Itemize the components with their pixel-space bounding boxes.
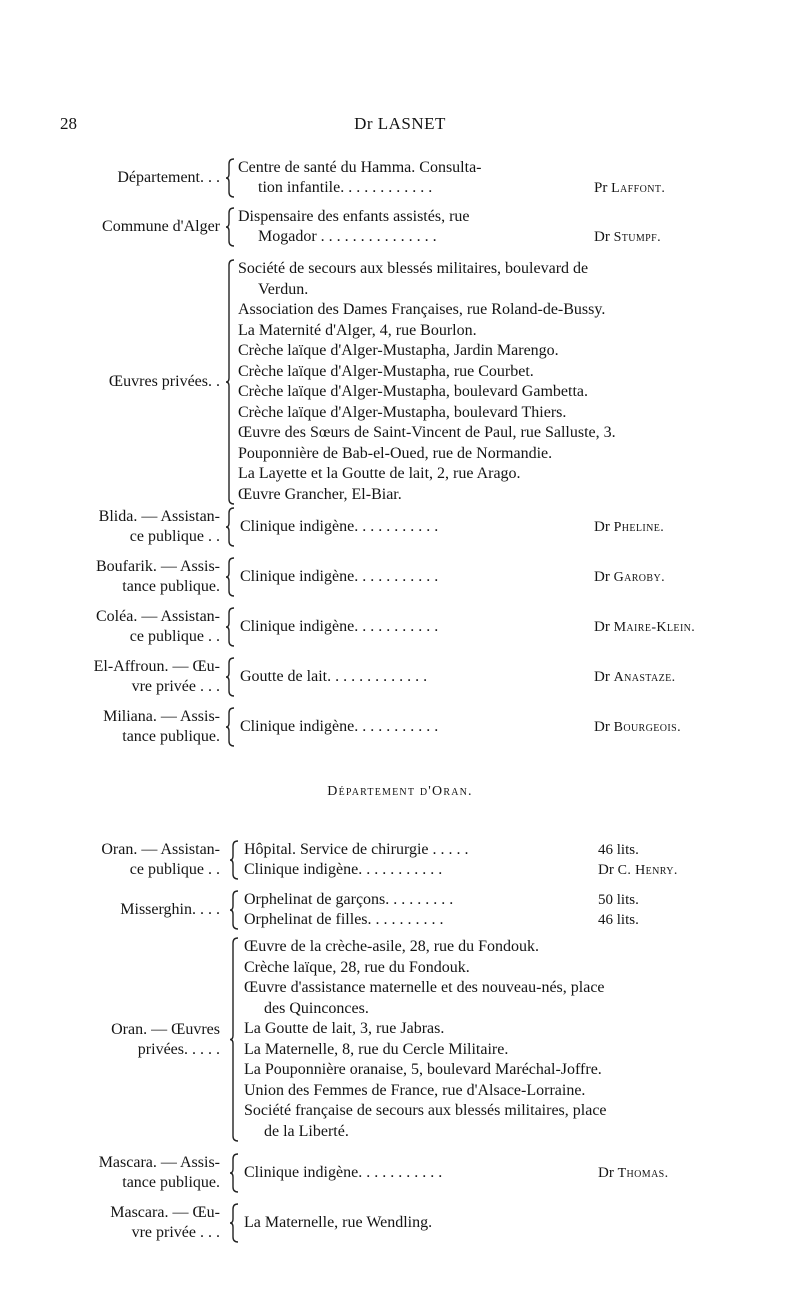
brace-mark — [230, 890, 240, 930]
entry-line: Œuvre Grancher, El-Biar. — [238, 485, 402, 503]
label-line: vre privée . . . — [131, 678, 220, 695]
institution-label — [50, 1153, 220, 1193]
entry-line: Œuvre de la crèche-asile, 28, rue du Fondouk. — [244, 938, 540, 955]
entry-line: Société de secours aux blessés militaires, boulevard de — [238, 260, 589, 277]
label-line: vre privée . . . — [131, 1224, 220, 1241]
entry-line: Goutte de lait. . . . . . . . . . . . . — [240, 668, 428, 685]
institution-label — [50, 657, 220, 697]
note-text: 50 lits. — [598, 892, 639, 908]
page-header — [0, 114, 800, 138]
entry-line: Pouponnière de Bab-el-Oued, rue de Normandie. — [238, 444, 553, 462]
doctor-title: Dr — [594, 569, 610, 585]
doctor-credit — [594, 717, 681, 738]
label-line: Oran. — Œuvres — [111, 1020, 220, 1038]
doctor-name: Garoby. — [613, 570, 665, 585]
entry-line: Verdun. — [258, 280, 309, 298]
institution-label — [50, 607, 220, 647]
entry-line: Clinique indigène. . . . . . . . . . . — [240, 518, 439, 535]
entry-lines — [240, 707, 586, 747]
entry-line: Crèche laïque d'Alger-Mustapha, rue Courbet. — [238, 362, 534, 380]
doctor-title: Pr — [594, 180, 608, 196]
institution-label — [50, 707, 220, 747]
brace-mark — [230, 1203, 240, 1243]
brace-mark — [226, 707, 236, 747]
right-column-note — [598, 840, 639, 860]
entry-line: Centre de santé du Hamma. Consulta- — [238, 159, 482, 176]
entry-line: La Maternelle, rue Wendling. — [244, 1214, 433, 1231]
entry-line: La Pouponnière oranaise, 5, boulevard Maréchal-Joffre. — [244, 1061, 602, 1078]
doctor-title: Dr — [594, 669, 610, 685]
entry-block — [0, 1153, 800, 1193]
institution-label — [50, 507, 220, 547]
entry-line: La Maternité d'Alger, 4, rue Bourlon. — [238, 321, 477, 339]
brace-mark — [226, 259, 236, 505]
brace-mark — [226, 557, 236, 597]
label-line: tance publique. — [122, 1174, 220, 1191]
entry-block — [0, 557, 800, 597]
entry-block — [0, 607, 800, 647]
doctor-credit — [594, 178, 665, 199]
label-line: El-Affroun. — Œu- — [93, 658, 220, 675]
brace-mark — [226, 607, 236, 647]
doctor-name: Maire-Klein. — [613, 620, 696, 635]
entry-line: tion infantile. . . . . . . . . . . . — [258, 179, 433, 196]
doctor-title: Dr — [594, 519, 610, 535]
right-column-note — [598, 860, 678, 881]
institution-label — [50, 168, 220, 188]
doctor-name: Anastaze. — [613, 670, 676, 685]
entry-line: Union des Femmes de France, rue d'Alsace-Lorraine. — [244, 1081, 586, 1099]
brace-mark — [230, 937, 240, 1142]
entry-lines — [238, 207, 586, 247]
doctor-name: Laffont. — [611, 181, 666, 196]
entry-block — [0, 707, 800, 747]
entry-lines — [244, 1203, 590, 1243]
entry-line: Œuvre d'assistance maternelle et des nouveau-nés, place — [244, 979, 605, 996]
running-head: Dr LASNET — [354, 114, 446, 133]
brace-mark — [230, 840, 240, 880]
brace-mark — [226, 158, 236, 198]
doctor-credit — [594, 617, 695, 638]
entry-lines — [238, 158, 586, 198]
doctor-title: Dr — [594, 719, 610, 735]
entry-line: Crèche laïque, 28, rue du Fondouk. — [244, 958, 470, 976]
label-line: Coléa. — Assistan- — [96, 608, 220, 625]
entry-line: Orphelinat de filles. . . . . . . . . . — [244, 911, 444, 928]
entry-line: Œuvre des Sœurs de Saint-Vincent de Paul, rue Salluste, 3. — [238, 424, 616, 441]
entry-lines — [240, 607, 586, 647]
entry-line: des Quinconces. — [264, 999, 369, 1017]
institution-label — [50, 840, 220, 880]
label-line: Blida. — Assistan- — [98, 508, 220, 525]
entry-line: Clinique indigène. . . . . . . . . . . — [240, 618, 439, 635]
brace-mark — [226, 657, 236, 697]
entry-line: La Maternelle, 8, rue du Cercle Militaire. — [244, 1040, 509, 1058]
entry-line: Mogador . . . . . . . . . . . . . . . — [258, 228, 437, 245]
label-line: ce publique . . — [129, 528, 220, 545]
label-line: Département. . . — [117, 169, 220, 186]
doctor-name: C. Henry. — [617, 863, 678, 878]
right-column-note — [598, 910, 639, 930]
entry-block — [0, 937, 800, 1142]
entry-block — [0, 158, 800, 198]
institution-label — [50, 372, 220, 392]
label-line: Commune d'Alger — [102, 218, 220, 235]
label-line: ce publique . . — [129, 628, 220, 645]
label-line: Œuvres privées. . — [108, 373, 220, 390]
doctor-credit — [598, 1163, 669, 1184]
entry-block — [0, 1203, 800, 1243]
doctor-title: Dr — [598, 1165, 614, 1181]
label-line: ce publique . . — [129, 861, 220, 878]
entry-lines — [240, 557, 586, 597]
entry-line: Crèche laïque d'Alger-Mustapha, boulevard Gambetta. — [238, 383, 588, 400]
entry-line: Dispensaire des enfants assistés, rue — [238, 208, 470, 225]
entry-line: La Layette et la Goutte de lait, 2, rue Arago. — [238, 465, 521, 482]
doctor-title: Dr — [594, 229, 610, 245]
entry-line: Hôpital. Service de chirurgie . . . . . — [244, 841, 469, 858]
doctor-title: Dr — [594, 619, 610, 635]
entry-line: Orphelinat de garçons. . . . . . . . . — [244, 891, 454, 908]
right-column-note — [598, 890, 639, 910]
doctor-name: Pheline. — [613, 520, 665, 535]
entry-lines — [244, 840, 590, 880]
entry-lines — [244, 937, 607, 1142]
entry-line: de la Liberté. — [264, 1122, 349, 1140]
brace-mark — [226, 507, 236, 547]
entry-block — [0, 507, 800, 547]
entry-line: Clinique indigène. . . . . . . . . . . — [244, 861, 443, 878]
institution-label — [50, 900, 220, 920]
label-line: Mascara. — Assis- — [98, 1154, 220, 1171]
entry-line: La Goutte de lait, 3, rue Jabras. — [244, 1020, 445, 1037]
label-line: Miliana. — Assis- — [103, 708, 220, 725]
entry-line: Association des Dames Françaises, rue Roland-de-Bussy. — [238, 301, 606, 318]
entry-lines — [240, 507, 586, 547]
section-heading: Département d'Oran. — [327, 784, 473, 799]
label-line: privées. . . . . — [137, 1040, 220, 1058]
entry-line: Clinique indigène. . . . . . . . . . . — [240, 568, 439, 585]
entry-lines — [238, 259, 616, 505]
entry-line: Clinique indigène. . . . . . . . . . . — [240, 718, 439, 735]
doctor-credit — [594, 517, 664, 538]
entry-line: Crèche laïque d'Alger-Mustapha, boulevard Thiers. — [238, 403, 567, 421]
institution-label — [50, 557, 220, 597]
doctor-name: Bourgeois. — [613, 720, 681, 735]
institution-label — [50, 217, 220, 237]
label-line: tance publique. — [122, 728, 220, 745]
doctor-name: Stumpf. — [613, 230, 662, 245]
label-line: Oran. — Assistan- — [101, 841, 220, 858]
label-line: Mascara. — Œu- — [110, 1204, 220, 1221]
entry-block — [0, 657, 800, 697]
doctor-credit — [594, 567, 665, 588]
institution-label — [50, 1203, 220, 1243]
institution-label — [50, 1020, 220, 1060]
entry-block — [0, 207, 800, 247]
entry-line: Société française de secours aux blessés militaires, place — [244, 1102, 607, 1119]
entry-lines — [244, 1153, 590, 1193]
note-text: 46 lits. — [598, 842, 639, 858]
entry-lines — [240, 657, 586, 697]
note-text: Dr — [598, 862, 614, 878]
label-line: Boufarik. — Assis- — [96, 558, 220, 575]
doctor-name: Thomas. — [617, 1166, 669, 1181]
entry-block — [0, 890, 800, 930]
doctor-credit — [594, 227, 661, 248]
brace-mark — [230, 1153, 240, 1193]
entry-block — [0, 259, 800, 505]
entry-lines — [244, 890, 590, 930]
note-text: 46 lits. — [598, 912, 639, 928]
label-line: tance publique. — [122, 578, 220, 595]
entry-line: Crèche laïque d'Alger-Mustapha, Jardin Marengo. — [238, 342, 559, 359]
entry-block — [0, 840, 800, 880]
doctor-credit — [594, 667, 676, 688]
page-number: 28 — [60, 114, 77, 133]
brace-mark — [226, 207, 236, 247]
label-line: Misserghin. . . . — [120, 901, 220, 918]
entry-line: Clinique indigène. . . . . . . . . . . — [244, 1164, 443, 1181]
